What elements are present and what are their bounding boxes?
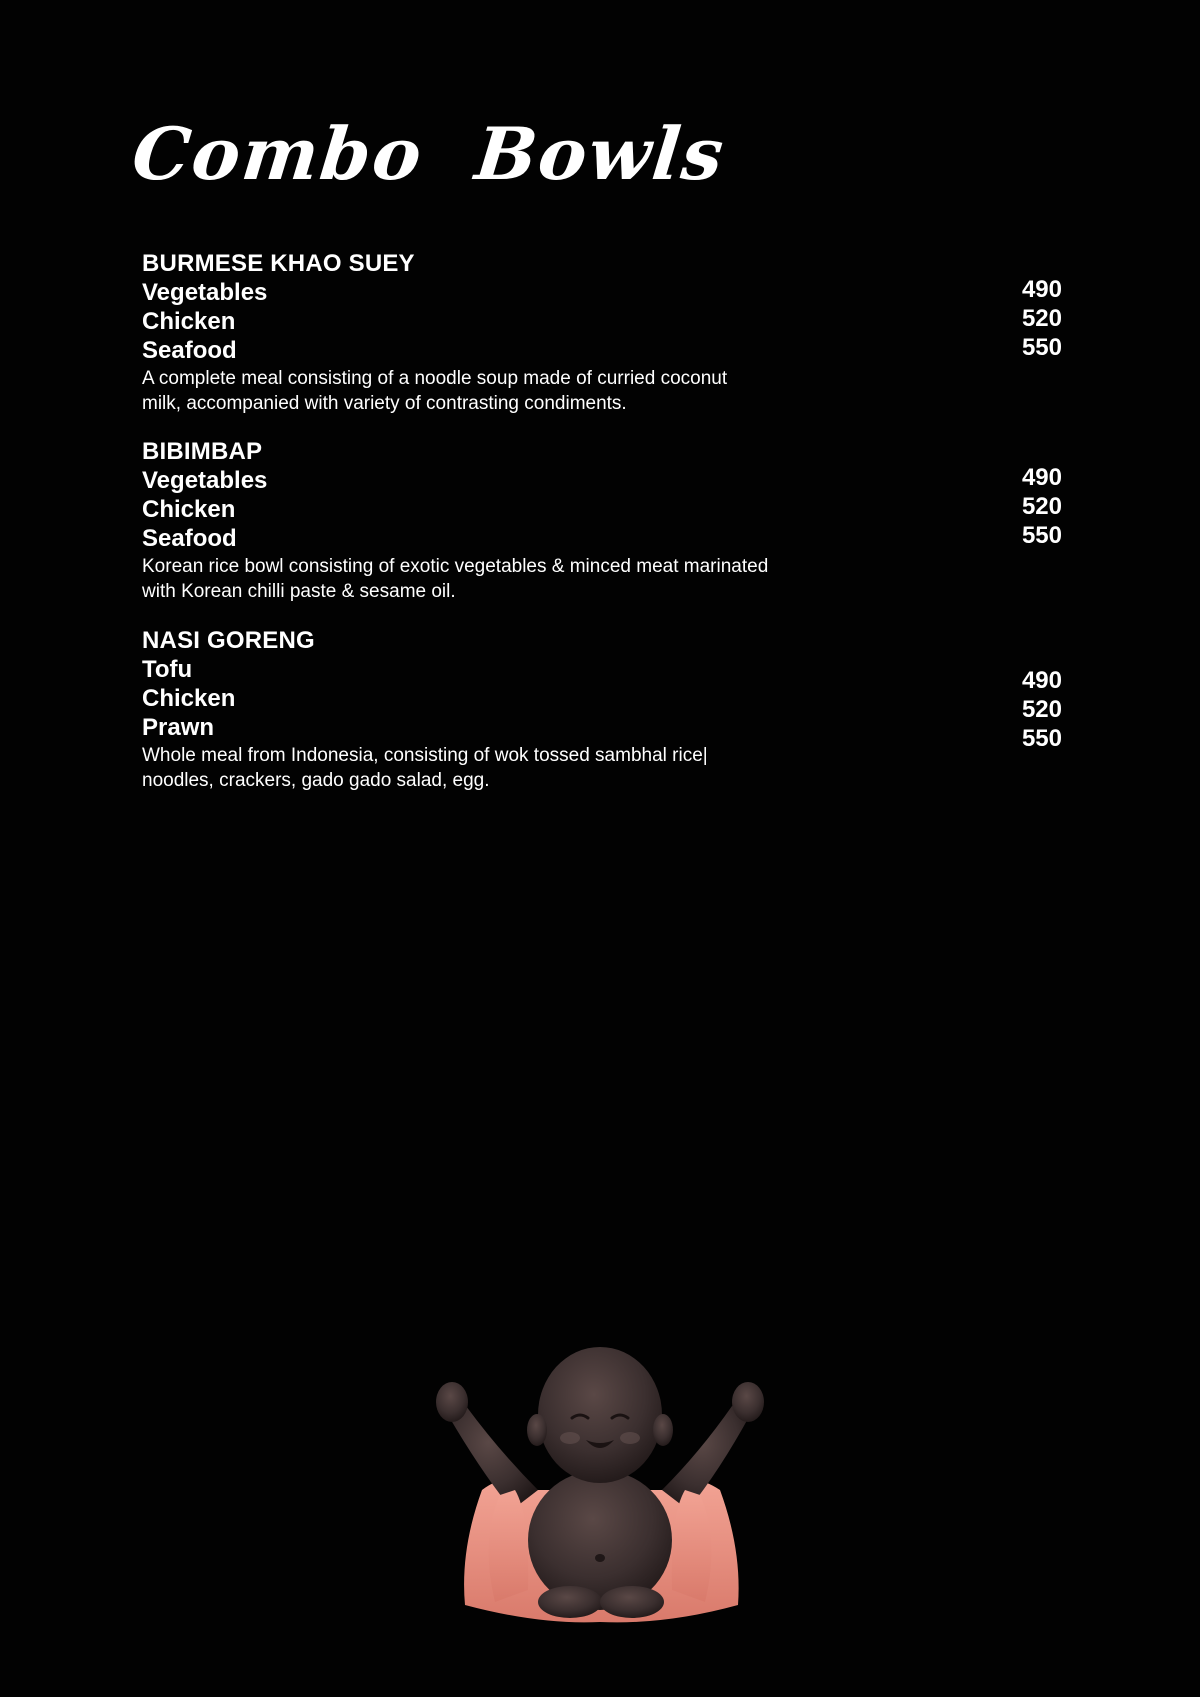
dish-name: NASI GORENG [142, 627, 315, 654]
variant-item: Chicken [142, 685, 236, 712]
variant-item: Seafood [142, 525, 237, 552]
variant-item: Tofu [142, 656, 193, 683]
price-column [972, 666, 1062, 753]
dish-description [142, 366, 822, 416]
description-line: milk, accompanied with variety of contrasting condiments. [142, 393, 627, 414]
price: 550 [1021, 334, 1062, 361]
variant-item: Seafood [142, 337, 237, 364]
variant-item: Prawn [142, 714, 215, 741]
variant-item: Chicken [142, 496, 236, 523]
price: 520 [1021, 305, 1062, 332]
laughing-buddha-figurine-icon [420, 1340, 780, 1630]
price-column [972, 275, 1062, 362]
dish-name: BURMESE KHAO SUEY [142, 250, 415, 277]
dish-description [142, 743, 822, 793]
price: 490 [1021, 276, 1062, 303]
price: 550 [1021, 725, 1062, 752]
dish-description [142, 554, 822, 604]
price: 550 [1021, 522, 1062, 549]
description-line: A complete meal consisting of a noodle soup made of curried coconut [142, 368, 728, 389]
description-line: with Korean chilli paste & sesame oil. [142, 581, 456, 602]
variant-item: Vegetables [142, 467, 268, 494]
price: 490 [1021, 667, 1062, 694]
variant-item: Chicken [142, 308, 236, 335]
description-line: Whole meal from Indonesia, consisting of wok tossed sambhal rice| [142, 745, 708, 766]
menu-section-nasi-goreng [142, 626, 1062, 793]
variant-item: Vegetables [142, 279, 268, 306]
menu-section-bibimbap [142, 437, 1062, 604]
page-title: Combo Bowls [128, 111, 730, 196]
price-column [972, 463, 1062, 550]
price: 520 [1021, 696, 1062, 723]
price: 490 [1021, 464, 1062, 491]
description-line: Korean rice bowl consisting of exotic vegetables & minced meat marinated [142, 556, 769, 577]
menu-section-burmese-khao-suey [142, 249, 1062, 416]
description-line: noodles, crackers, gado gado salad, egg. [142, 770, 490, 791]
dish-name: BIBIMBAP [142, 438, 263, 465]
price: 520 [1021, 493, 1062, 520]
